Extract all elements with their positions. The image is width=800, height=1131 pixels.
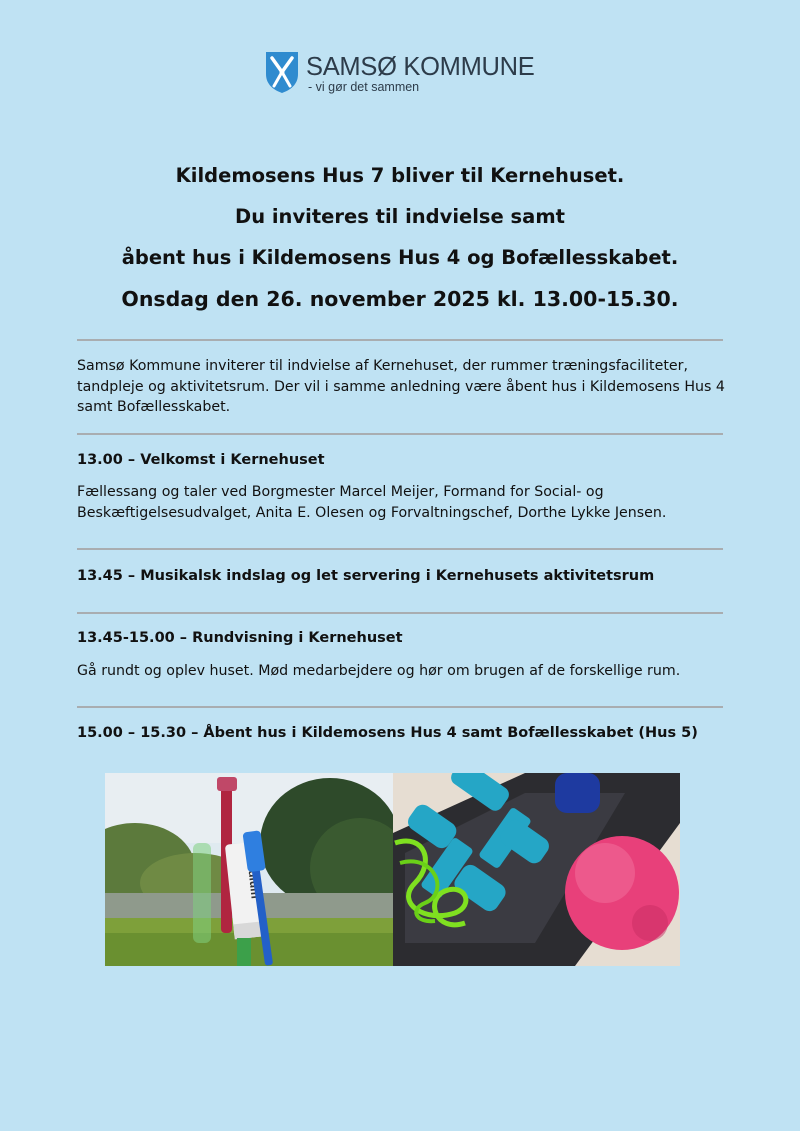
- program-item-title: 15.00 – 15.30 – Åbent hus i Kildemosens Hus 4 samt Bofællesskabet (Hus 5): [77, 725, 698, 741]
- program-item-title: 13.45 – Musikalsk indslag og let servering i Kernehusets aktivitetsrum: [77, 568, 655, 584]
- shield-icon: [264, 50, 300, 94]
- divider: [77, 339, 723, 341]
- program-item-title: 13.00 – Velkomst i Kernehuset: [77, 452, 325, 468]
- divider: [77, 706, 723, 708]
- divider: [77, 612, 723, 614]
- logo-tagline: - vi gør det sammen: [308, 80, 420, 94]
- gym-equipment-photo: [393, 773, 680, 966]
- samso-kommune-logo: [264, 50, 554, 98]
- program-item-text: Gå rundt og oplev huset. Mød medarbejdere og hør om brugen af de forskellige rum.: [77, 663, 681, 679]
- photo-collage: [105, 773, 680, 966]
- headline-line-2: Du inviteres til indvielse samt: [235, 205, 565, 228]
- headline-line-1: Kildemosens Hus 7 bliver til Kernehuset.: [175, 164, 625, 187]
- divider: [77, 548, 723, 550]
- headline-date: Onsdag den 26. november 2025 kl. 13.00-15.30.: [121, 287, 679, 311]
- intro-text: Samsø Kommune inviterer til indvielse af Kernehuset, der rummer træningsfaciliteter, tandpleje og aktivitetsrum. Der vil i samme anledning være åbent hus i Kildemosens Hus 4 samt Bofællesskabet.: [77, 358, 725, 415]
- program-item-text: Fællessang og taler ved Borgmester Marcel Meijer, Formand for Social- og Beskæftigelsesudvalget, Anita E. Olesen og Forvaltningschef, Dorthe Lykke Jensen.: [77, 484, 667, 521]
- headline-line-3: åbent hus i Kildemosens Hus 4 og Bofællesskabet.: [121, 246, 679, 269]
- toothbrush-photo: [105, 773, 410, 966]
- divider: [77, 433, 723, 435]
- logo-name: SAMSØ KOMMUNE: [306, 53, 535, 81]
- program-item-title: 13.45-15.00 – Rundvisning i Kernehuset: [77, 630, 403, 646]
